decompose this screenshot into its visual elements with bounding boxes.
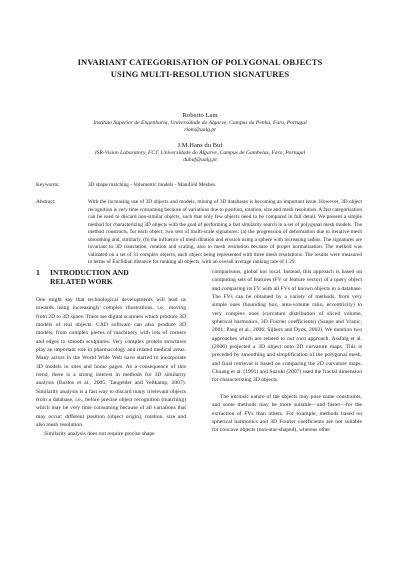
title-line-1: INVARIANT CATEGORISATION OF POLYGONAL OBJECTS	[77, 57, 323, 67]
title-line-2: USING MULTI-RESOLUTION SIGNATURES	[110, 69, 290, 79]
body-paragraph: Similarity analysis does not require precise shape	[44, 430, 155, 437]
body-paragraph: One might say that technological developments will lead us towards using increasingly complex illustrations, i.e., moving from 2D to 3D space. There are digital scanners which produce 3D models of real objects. CAD software can also produce 3D models, from complex pieces of machinery with lots of corners and edges to smooth sculptures. Very complex protein structures play an important role in pharmacology and related medical areas. Many actors in the World Wide Web have started to incorporate 3D models in sites and home pages. As a consequence of this trend, there is a strong interest in methods for 3D similarity analysis (Bustos et al., 2005; Tangelder and Veltkamp, 2007). Similarity analysis is a fast way to discard many irrelevant objects from a database, i.e., before precise object recognition (matching) which may be very time consuming because of all variations that may occur: different position (object origin), rotation, size and also mesh resolution.	[36, 297, 186, 429]
author-name: Roberto Lam	[182, 112, 218, 119]
body-paragraph: The intrinsic nature of the objects may pose some constraints, and some methods may be more suitable—and faster—for the extraction of FVs than others. For example, methods based on spherical harmonics and 3D Fourier coefficients are not suitable for concave objects (non-star-shaped), whereas other	[212, 393, 362, 434]
section-title-line-2: RELATED WORK	[50, 277, 113, 286]
right-column	[212, 268, 362, 435]
author-email: dubuf@ualg.pt	[183, 157, 217, 164]
section-title-line-1: INTRODUCTION AND	[50, 268, 129, 277]
keywords-label: Keywords:	[36, 182, 60, 188]
author-email: rlam@ualg.pt	[184, 127, 216, 134]
body-paragraph: comparisons, global nor local. Instead, this approach is based on computing sets of features (FV or feature vector) of a query object and comparing its FV with all FVs of known objects in a database. The FVs can be obtained by a variety of methods, from very simple ones (bounding box, area-volume ratio, eccentricity) to very complex ones (curvature distribution of sliced volume, spherical harmonics, 3D Fourier coefficients) (Saupe and Vranic, 2001; Pang et al., 2006; Sijbers and Dyck, 2002). We mention two approaches which are related to our own approach. Assfalg et al. (2006) projected a 3D object onto 2D curvature maps. This is preceded by smoothing and simplification of the polygonal mesh, and final retrieval is based on comparing the 2D curvature maps. Chuang et al. (1991) and Suzuki (2007) used the fractal dimension for characterizing 3D objects.	[212, 269, 362, 384]
section-number: 1	[36, 268, 40, 277]
abstract-label: Abstract:	[36, 199, 56, 205]
keywords-text: 3D shape matching - Volumetric models - Manifold Meshes.	[88, 182, 217, 188]
section-heading	[36, 268, 186, 286]
paper-title	[40, 56, 360, 80]
left-column	[36, 268, 186, 438]
author-name: J.M.Hans du Buf	[177, 142, 223, 149]
author-affiliation: ISR-Vision Laboratory, FCT, Universidade do Algarve, Campus de Gambelas, Faro, Portugal	[94, 149, 306, 156]
author-affiliation: Instituto Superior de Engenharia, Universidade do Algarve, Campus da Penha, Faro, Portugal	[93, 119, 307, 126]
author-block-2	[40, 142, 360, 165]
abstract-text: With the increasing use of 3D objects and models, mining of 3D databases is becoming an important issue. However, 3D object recognition is very time consuming because of variations due to position, rotation, size and mesh resolution. A fast categorisation can be used to discard non-similar objects, such that only few objects need to be compared in full detail. We present a simple method for characterizing 3D objects with the goal of performing a fast similarity search in a set of polygonal mesh models. The method constructs, for each object, two sets of multi-scale signatures: (a) the progression of deformation due to iterative mesh smoothing and, similarly, (b) the influence of mesh dilation and erosion using a sphere with increasing radius. The signatures are invariant to 3D translation, rotation and scaling, also to mesh resolution because of proper normalisation. The method was validated on a set of 31 complex objects, each object being represented with three mesh resolutions. The results were measured in terms of Euclidian distance for ranking all objects, with an overall average ranking rate of 1.29.	[88, 199, 362, 265]
author-block-1	[40, 112, 360, 135]
